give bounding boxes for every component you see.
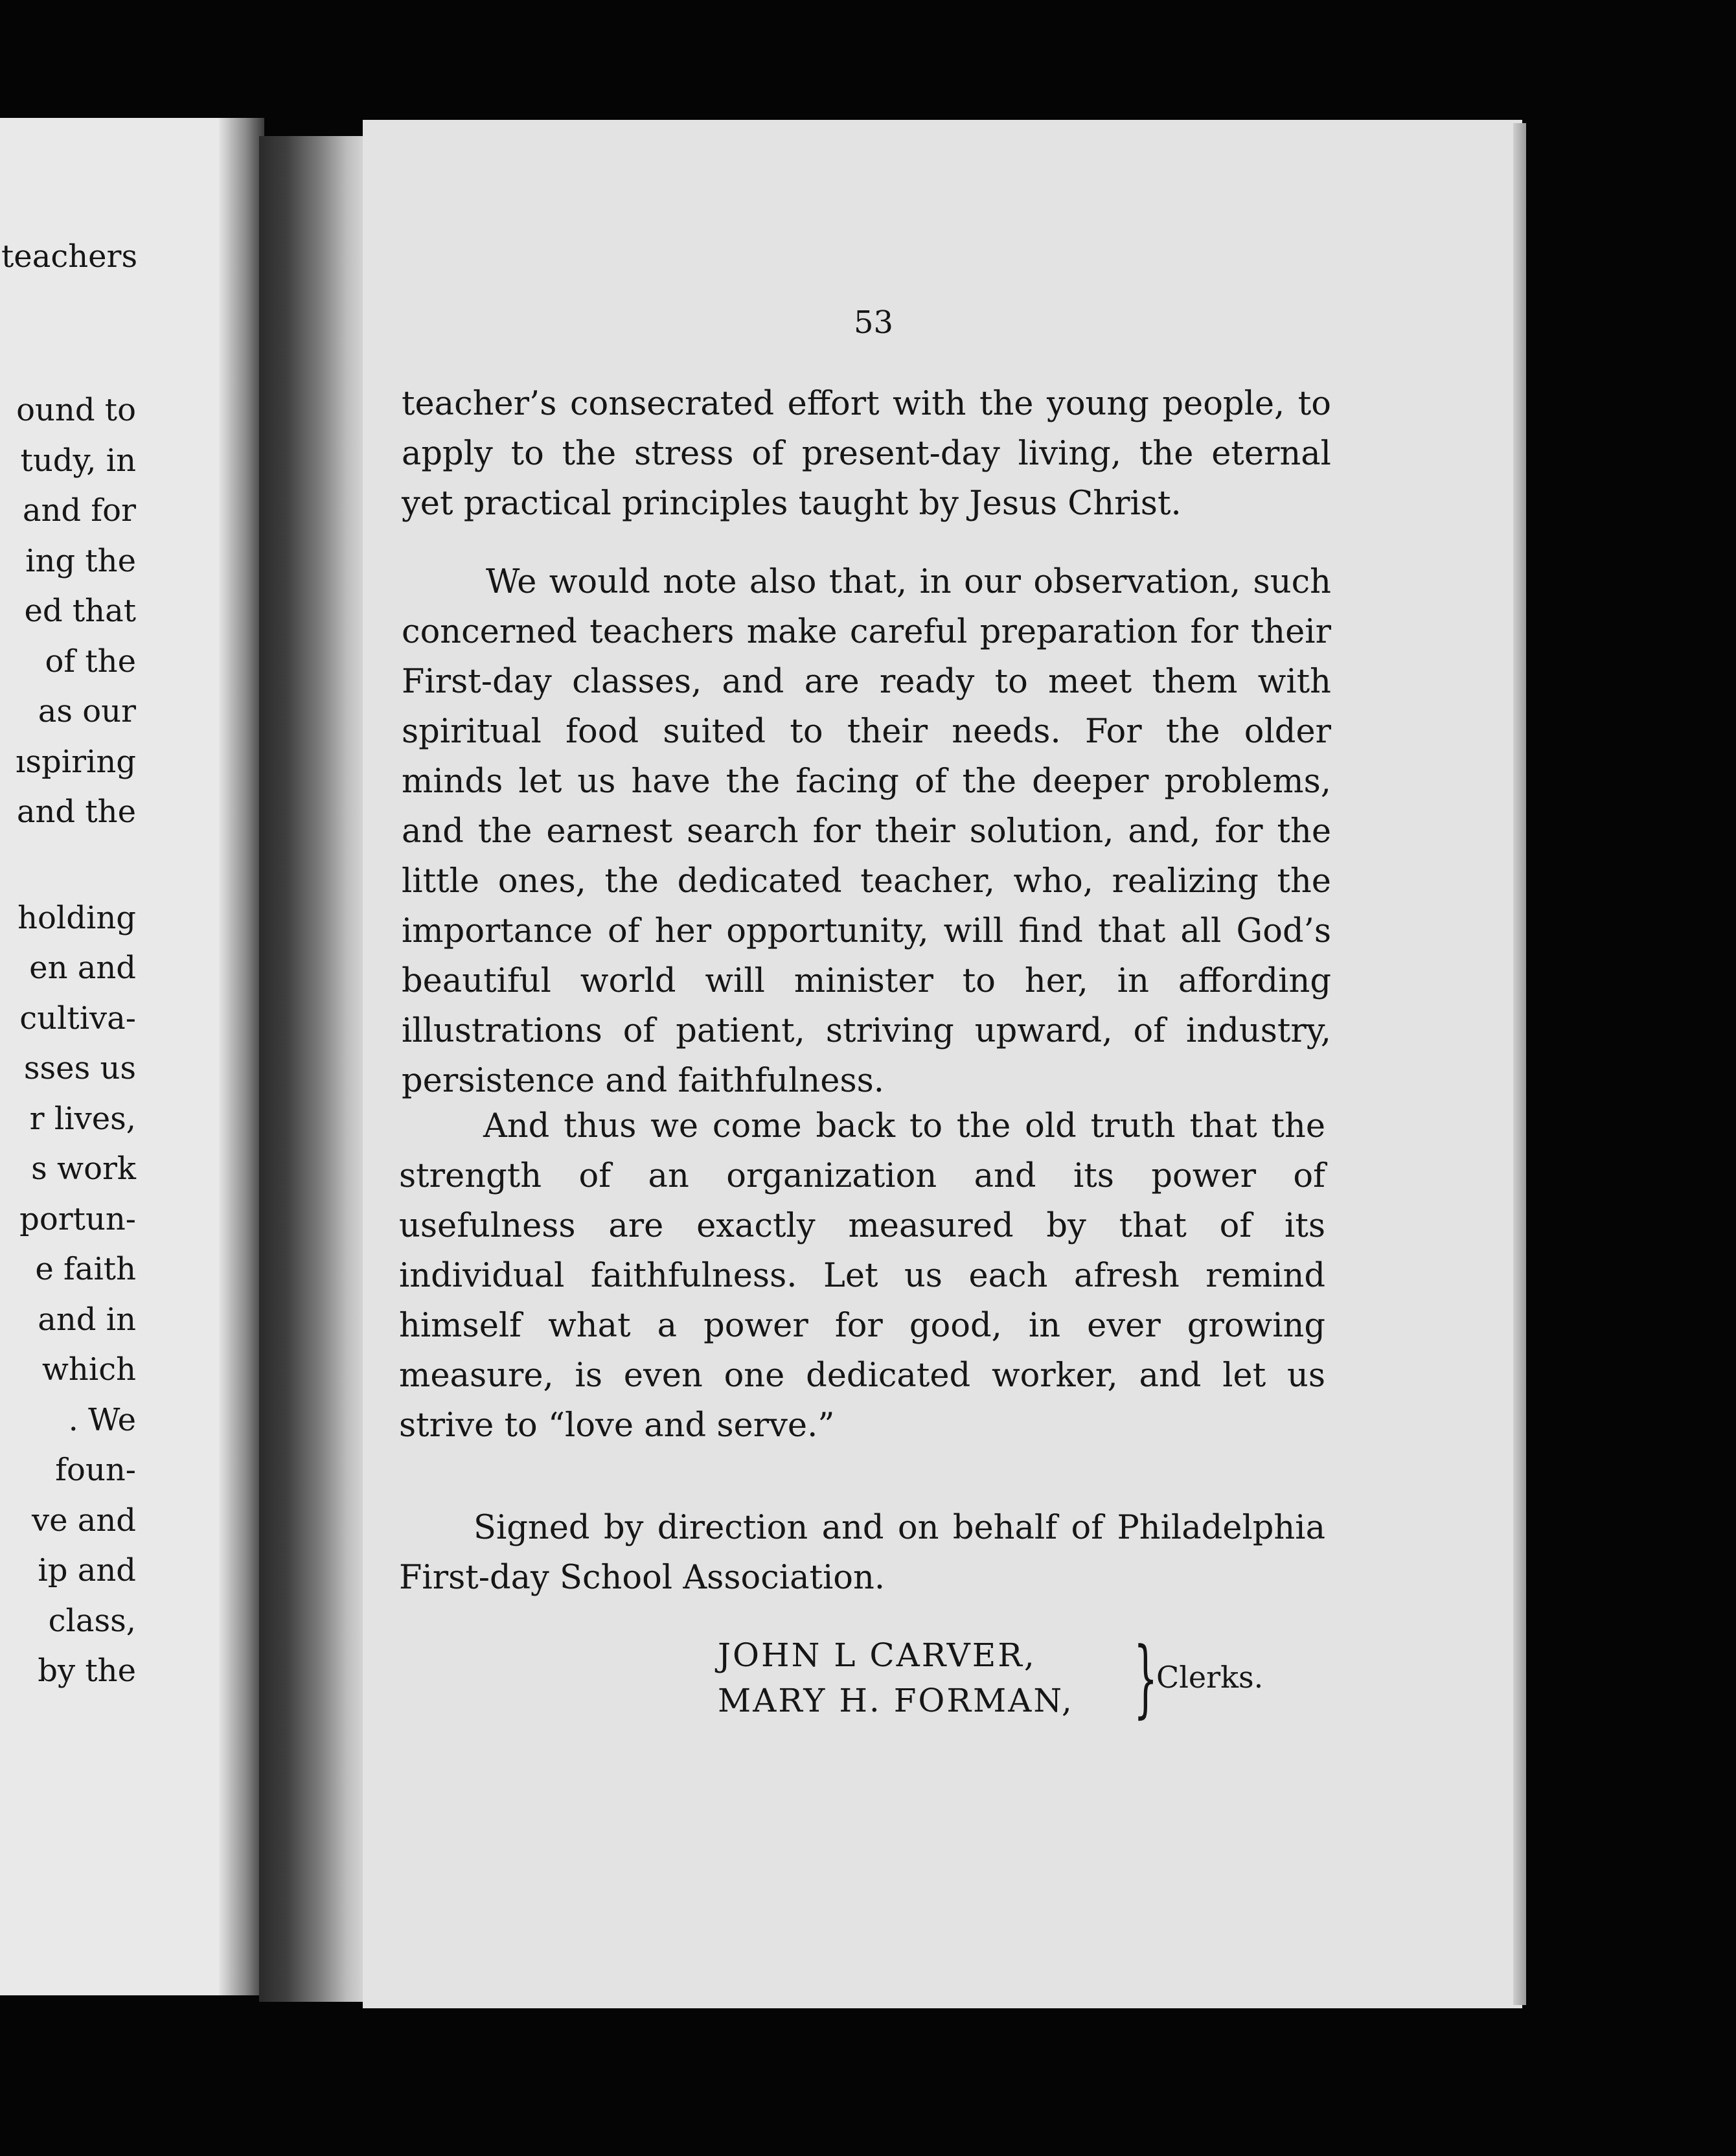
left-line: portun- bbox=[19, 1200, 136, 1237]
left-line: which bbox=[41, 1351, 136, 1388]
left-line: e faith bbox=[35, 1251, 136, 1287]
signatory-name: JOHN L CARVER, bbox=[718, 1636, 1036, 1674]
book-spine-shadow bbox=[259, 136, 369, 2002]
left-page-gutter-shadow bbox=[219, 118, 264, 1995]
paragraph: We would note also that, in our observation, such concerned teachers make careful preparation for their First-day classes, and are ready to meet them with spiritual food suited to their needs. For the older minds let us have the facing of the deeper problems, and the earnest search for their solution, and, for the little ones, the dedicated teacher, who, realizing the importance of her opportunity, will find that all God’s beautiful world will minister to her, in affording illustrations of patient, striving upward, of industry, persistence and faithfulness. bbox=[402, 563, 1331, 1100]
left-line: s work bbox=[31, 1151, 136, 1187]
page-edge bbox=[1513, 123, 1526, 2005]
left-page-text bbox=[0, 238, 138, 1697]
brace-glyph: } bbox=[1134, 1629, 1158, 1727]
left-line: ed that bbox=[24, 593, 136, 629]
left-line: . We bbox=[68, 1401, 136, 1438]
paragraph: teacher’s consecrated effort with the young people, to apply to the stress of present-day living, the eternal yet practical principles taught by Jesus Christ. bbox=[402, 385, 1331, 523]
left-line: and for bbox=[22, 492, 136, 529]
left-line: and in bbox=[38, 1301, 136, 1338]
left-line: ing the bbox=[25, 542, 136, 579]
page-number: 53 bbox=[854, 304, 894, 341]
left-line: class, bbox=[48, 1602, 136, 1639]
left-line: foun- bbox=[55, 1452, 136, 1488]
left-line: ıspiring bbox=[16, 743, 136, 780]
signatory-name: MARY H. FORMAN, bbox=[718, 1682, 1074, 1719]
left-line: teachers bbox=[1, 238, 138, 275]
left-line: of the bbox=[45, 643, 136, 680]
left-line: r lives, bbox=[29, 1100, 136, 1137]
left-line: ip and bbox=[38, 1552, 136, 1588]
paragraph: And thus we come back to the old truth that the strength of an organization and its power of usefulness are exactly measured by that of its individual faithfulness. Let us each afresh remind himself what a power for good, in ever growing measure, is even one dedicated worker, and let us strive to “love and serve.” bbox=[399, 1107, 1325, 1445]
left-line: ve and bbox=[31, 1502, 136, 1539]
signatories bbox=[718, 1633, 1074, 1723]
left-line: sses us bbox=[23, 1050, 136, 1086]
left-line: tudy, in bbox=[20, 442, 136, 479]
role-label: Clerks. bbox=[1156, 1660, 1264, 1695]
left-line: and the bbox=[16, 794, 136, 830]
left-line: by the bbox=[38, 1653, 136, 1689]
left-line: cultiva- bbox=[19, 1000, 136, 1037]
left-line: ound to bbox=[16, 392, 136, 428]
left-line: en and bbox=[29, 950, 136, 986]
left-line: holding bbox=[17, 899, 136, 936]
signing-statement: Signed by direction and on behalf of Philadelphia First-day School Association. bbox=[399, 1509, 1325, 1597]
left-page bbox=[0, 118, 264, 1995]
left-line: as our bbox=[38, 693, 136, 729]
